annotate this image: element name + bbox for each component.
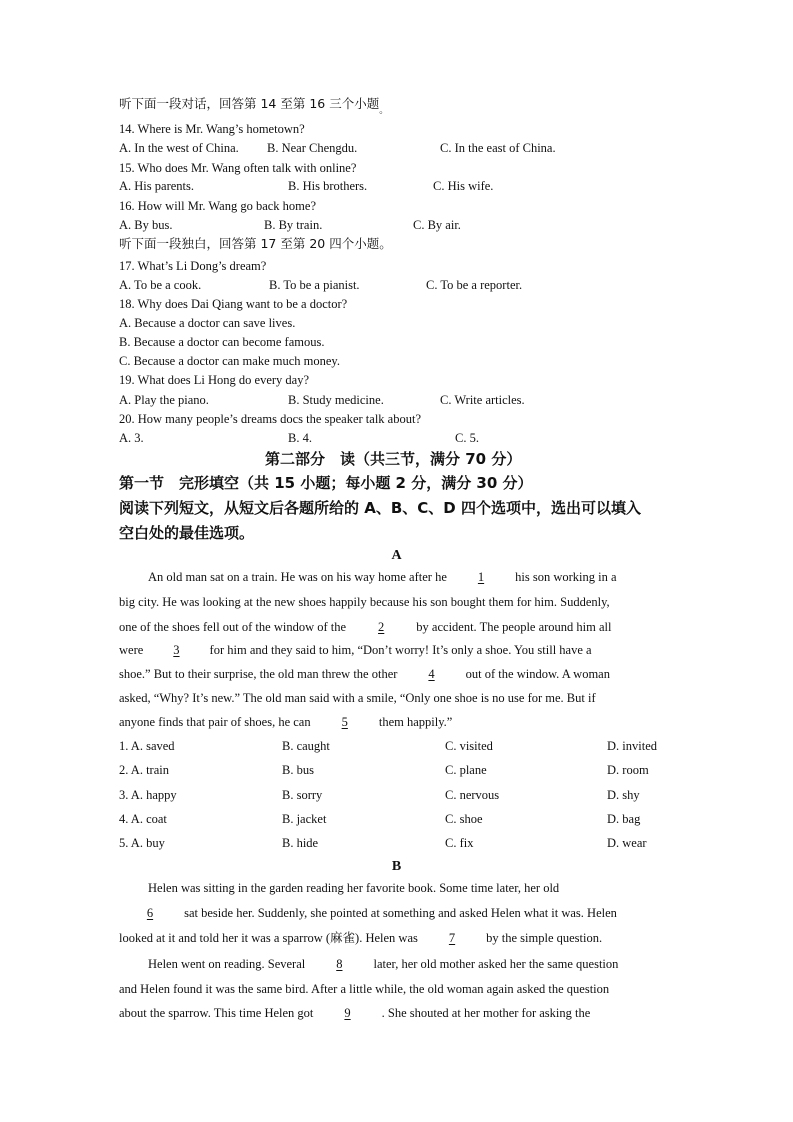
q16-option-a: A. By bus. — [119, 218, 173, 232]
q17-option-b: B. To be a pianist. — [269, 278, 360, 292]
part2-title: 第二部分 读（共三节，满分 70 分） — [265, 450, 522, 468]
blank-9: 9 — [344, 1006, 351, 1020]
option-2-d: D. room — [607, 763, 649, 777]
q15-option-b: B. His brothers. — [288, 179, 368, 193]
q19-option-c: C. Write articles. — [440, 393, 525, 407]
question-18: 18. Why does Dai Qiang want to be a doctor? — [119, 297, 348, 311]
option-4-d: D. bag — [607, 812, 641, 826]
section1-title: 第一节 完形填空（共 15 小题；每小题 2 分，满分 30 分） — [119, 474, 533, 492]
q20-option-c: C. 5. — [455, 431, 479, 445]
passage-a-line-5: shoe.” But to their surprise, the old man threw the other 4 out of the window. A woman — [119, 667, 610, 681]
listening-intro-17-20: 听下面一段独白，回答第 17 至第 20 四个小题。 — [119, 236, 392, 251]
passage-b-p2-line-3: about the sparrow. This time Helen got 9 . She shouted at her mother for asking the — [119, 1006, 591, 1020]
passage-b-p2-line-2: and Helen found it was the same bird. After a little while, the old woman again asked the question — [119, 982, 610, 996]
q19-option-a: A. Play the piano. — [119, 393, 209, 407]
option-3-d: D. shy — [607, 788, 640, 802]
passage-a-line-1: An old man sat on a train. He was on his way home after he 1 his son working in a — [148, 570, 617, 584]
option-5-d: D. wear — [607, 836, 647, 850]
instruction-line-1: 阅读下列短文，从短文后各题所给的 A、B、C、D 四个选项中，选出可以填入 — [119, 499, 641, 517]
option-5-b: B. hide — [282, 836, 319, 850]
option-2-a: 2. A. train — [119, 763, 169, 777]
option-2-b: B. bus — [282, 763, 314, 777]
option-3-b: B. sorry — [282, 788, 323, 802]
q16-option-b: B. By train. — [264, 218, 323, 232]
q18-option-a: A. Because a doctor can save lives. — [119, 316, 296, 330]
q17-option-a: A. To be a cook. — [119, 278, 202, 292]
q14-option-c: C. In the east of China. — [440, 141, 556, 155]
question-19: 19. What does Li Hong do every day? — [119, 373, 309, 387]
blank-8: 8 — [336, 957, 343, 971]
option-3-c: C. nervous — [445, 788, 500, 802]
passage-a-line-2: big city. He was looking at the new shoes happily because his son bought them for him. Suddenly, — [119, 595, 610, 609]
option-3-a: 3. A. happy — [119, 788, 177, 802]
q20-option-a: A. 3. — [119, 431, 144, 445]
option-2-c: C. plane — [445, 763, 487, 777]
passage-b-p1-line-3: looked at it and told her it was a sparrow (麻雀). Helen was 7 by the simple question. — [119, 931, 603, 945]
blank-5: 5 — [341, 715, 348, 729]
q14-option-b: B. Near Chengdu. — [267, 141, 358, 155]
q18-option-c: C. Because a doctor can make much money. — [119, 354, 340, 368]
q14-option-a: A. In the west of China. — [119, 141, 239, 155]
option-4-b: B. jacket — [282, 812, 327, 826]
question-16: 16. How will Mr. Wang go back home? — [119, 199, 316, 213]
blank-6: 6 — [146, 906, 154, 920]
passage-a-line-7: anyone finds that pair of shoes, he can 5 them happily.” — [119, 715, 453, 729]
blank-2: 2 — [378, 620, 385, 634]
blank-3: 3 — [173, 643, 180, 657]
option-1-d: D. invited — [607, 739, 657, 753]
option-1-b: B. caught — [282, 739, 330, 753]
question-14: 14. Where is Mr. Wang’s hometown? — [119, 122, 305, 136]
blank-7: 7 — [448, 931, 456, 945]
listening-intro-14-16: 听下面一段对话，回答第 14 至第 16 三个小题$_。$ — [119, 96, 389, 116]
q15-option-a: A. His parents. — [119, 179, 194, 193]
q16-option-c: C. By air. — [413, 218, 461, 232]
instruction-line-2: 空白处的最佳选项。 — [119, 524, 255, 542]
blank-1: 1 — [477, 570, 485, 584]
question-15: 15. Who does Mr. Wang often talk with online? — [119, 161, 357, 175]
passage-b-p1-line-2: 6 sat beside her. Suddenly, she pointed at something and asked Helen what it was. Helen — [119, 905, 671, 921]
option-4-c: C. shoe — [445, 812, 483, 826]
option-5-a: 5. A. buy — [119, 836, 165, 850]
option-5-c: C. fix — [445, 836, 474, 850]
q18-option-b: B. Because a doctor can become famous. — [119, 335, 325, 349]
blank-4: 4 — [428, 667, 435, 681]
passage-a-line-6: asked, “Why? It’s new.” The old man said with a smile, “Only one shoe is no use for me. But if — [119, 691, 596, 705]
q19-option-b: B. Study medicine. — [288, 393, 384, 407]
question-20: 20. How many people’s dreams docs the speaker talk about? — [119, 412, 421, 426]
q20-option-b: B. 4. — [288, 431, 312, 445]
q17-option-c: C. To be a reporter. — [426, 278, 523, 292]
question-17: 17. What’s Li Dong’s dream? — [119, 259, 267, 273]
passage-a-line-4: were 3 for him and they said to him, “Don’t worry! It’s only a shoe. You still have a — [119, 643, 592, 657]
q15-option-c: C. His wife. — [433, 179, 494, 193]
passage-b-heading: B — [391, 859, 402, 874]
passage-b-p2-line-1: Helen went on reading. Several 8 later, her old mother asked her the same question — [148, 957, 619, 971]
passage-b-p1-line-1: Helen was sitting in the garden reading her favorite book. Some time later, her old — [148, 881, 560, 895]
option-4-a: 4. A. coat — [119, 812, 167, 826]
passage-a-line-3: one of the shoes fell out of the window of the 2 by accident. The people around him all — [119, 620, 612, 634]
option-1-c: C. visited — [445, 739, 493, 753]
option-1-a: 1. A. saved — [119, 739, 175, 753]
passage-a-heading: A — [391, 548, 402, 563]
